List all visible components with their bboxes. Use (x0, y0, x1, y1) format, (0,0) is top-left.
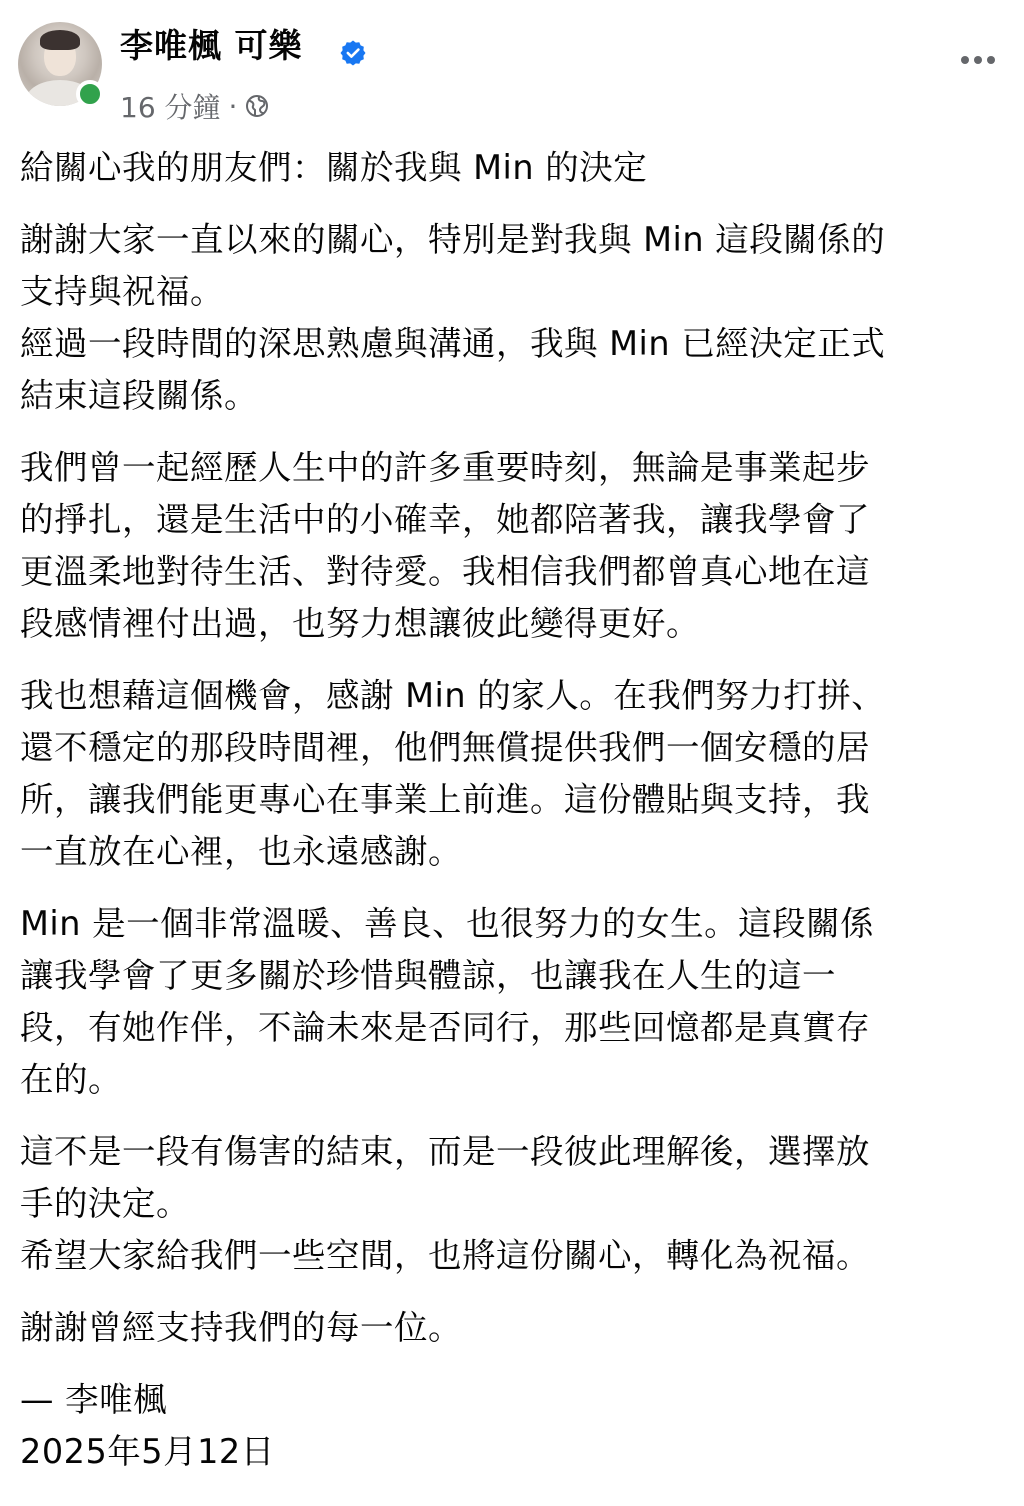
text-line: 還不穩定的那段時間裡，他們無償提供我們一個安穩的居 (20, 728, 870, 767)
globe-icon[interactable] (245, 94, 269, 118)
text-line: 支持與祝福。 (20, 272, 224, 311)
text-line: 段感情裡付出過，也努力想讓彼此變得更好。 (20, 604, 700, 643)
text-line: 結束這段關係。 (20, 376, 258, 415)
text-line: 這不是一段有傷害的結束，而是一段彼此理解後，選擇放 (20, 1132, 870, 1171)
more-options-icon[interactable] (958, 52, 998, 68)
text-line: 在的。 (20, 1060, 122, 1099)
paragraph-3 (20, 670, 1010, 878)
paragraph-6: 謝謝曾經支持我們的每一位。 (20, 1308, 462, 1347)
text-line: 希望大家給我們一些空間，也將這份關心，轉化為祝福。 (20, 1236, 870, 1275)
text-line: 更溫柔地對待生活、對待愛。我相信我們都曾真心地在這 (20, 552, 870, 591)
post-date: 2025年5月12日 (20, 1432, 275, 1471)
post-header (0, 0, 1024, 140)
author-name[interactable]: 李唯楓 可樂 (120, 26, 303, 65)
verified-badge-icon (340, 40, 366, 66)
post-title: 給關心我的朋友們：關於我與 Min 的決定 (20, 148, 648, 187)
text-line: 讓我學會了更多關於珍惜與體諒，也讓我在人生的這一 (20, 956, 836, 995)
text-line: Min 是一個非常溫暖、善良、也很努力的女生。這段關係 (20, 904, 875, 943)
paragraph-5 (20, 1126, 1010, 1282)
post-timestamp[interactable]: 16 分鐘 (120, 91, 221, 124)
text-line: 的掙扎，還是生活中的小確幸，她都陪著我，讓我學會了 (20, 500, 870, 539)
text-line: 經過一段時間的深思熟慮與溝通，我與 Min 已經決定正式 (20, 324, 886, 363)
signature: — 李唯楓 (20, 1380, 168, 1419)
avatar-hair (40, 30, 80, 50)
text-line: 我也想藉這個機會，感謝 Min 的家人。在我們努力打拼、 (20, 676, 886, 715)
text-line: 段，有她作伴，不論未來是否同行，那些回憶都是真實存 (20, 1008, 870, 1047)
paragraph-2 (20, 442, 1010, 650)
text-line: 手的決定。 (20, 1184, 190, 1223)
text-line: 我們曾一起經歷人生中的許多重要時刻，無論是事業起步 (20, 448, 870, 487)
text-line: 一直放在心裡，也永遠感謝。 (20, 832, 462, 871)
paragraph-1 (20, 214, 1010, 422)
text-line: 謝謝大家一直以來的關心，特別是對我與 Min 這段關係的 (20, 220, 886, 259)
post-body (20, 142, 1010, 1478)
paragraph-4 (20, 898, 1010, 1106)
post-meta (120, 86, 269, 126)
online-status-icon (76, 80, 104, 108)
meta-separator: · (228, 89, 238, 123)
text-line: 所，讓我們能更專心在事業上前進。這份體貼與支持，我 (20, 780, 870, 819)
